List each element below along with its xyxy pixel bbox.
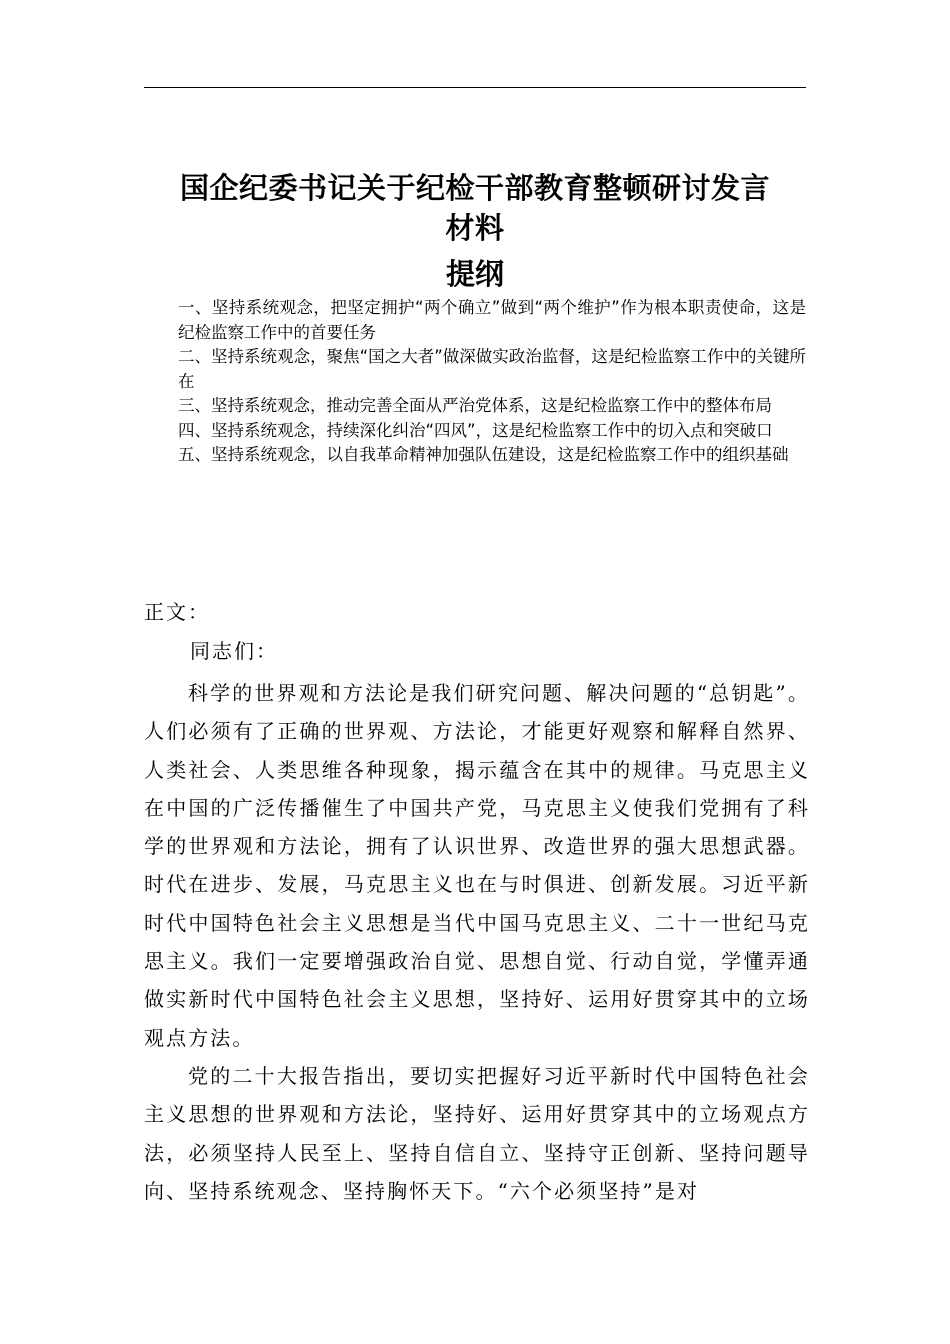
document-title	[144, 168, 806, 248]
body-paragraph-2: 党的二十大报告指出，要切实把握好习近平新时代中国特色社会主义思想的世界观和方法论，坚持好、运用好贯穿其中的立场观点方法，必须坚持人民至上、坚持自信自立、坚持守正创新、坚持问题导向、坚持系统观念、坚持胸怀天下。“六个必须坚持”是对	[144, 1063, 810, 1203]
salutation: 同志们：	[190, 639, 278, 663]
document-title-line-2: 材料	[445, 211, 505, 245]
body-label: 正文：	[144, 600, 210, 624]
body-paragraph-1: 科学的世界观和方法论是我们研究问题、解决问题的“总钥匙”。人们必须有了正确的世界观、方法论，才能更好观察和解释自然界、人类社会、人类思维各种现象，揭示蕴含在其中的规律。马克思主义在中国的广泛传播催生了中国共产党，马克思主义使我们党拥有了科学的世界观和方法论，拥有了认识世界、改造世界的强大思想武器。时代在进步、发展，马克思主义也在与时俱进、创新发展。习近平新时代中国特色社会主义思想是当代中国马克思主义、二十一世纪马克思主义。我们一定要增强政治自觉、思想自觉、行动自觉，学懂弄通做实新时代中国特色社会主义思想，坚持好、运用好贯穿其中的立场观点方法。	[144, 681, 810, 1050]
outline-item-3: 三、坚持系统观念，推动完善全面从严治党体系，这是纪检监察工作中的整体布局	[178, 396, 772, 415]
outline-item-2: 二、坚持系统观念，聚焦“国之大者”做深做实政治监督，这是纪检监察工作中的关键所在	[178, 347, 806, 391]
outline-item-5: 五、坚持系统观念，以自我革命精神加强队伍建设，这是纪检监察工作中的组织基础	[178, 445, 789, 464]
outline-heading: 提纲	[445, 257, 504, 291]
outline-item-4: 四、坚持系统观念，持续深化纠治“四风”，这是纪检监察工作中的切入点和突破口	[178, 420, 773, 440]
outline-item-1: 一、坚持系统观念，把坚定拥护“两个确立”做到“两个维护”作为根本职责使命，这是纪检监察工作中的首要任务	[178, 298, 806, 342]
document-title-line-1: 国企纪委书记关于纪检干部教育整顿研讨发言	[179, 171, 770, 205]
header-rule	[144, 87, 806, 88]
body-text	[144, 674, 810, 1210]
outline-list	[178, 296, 806, 468]
